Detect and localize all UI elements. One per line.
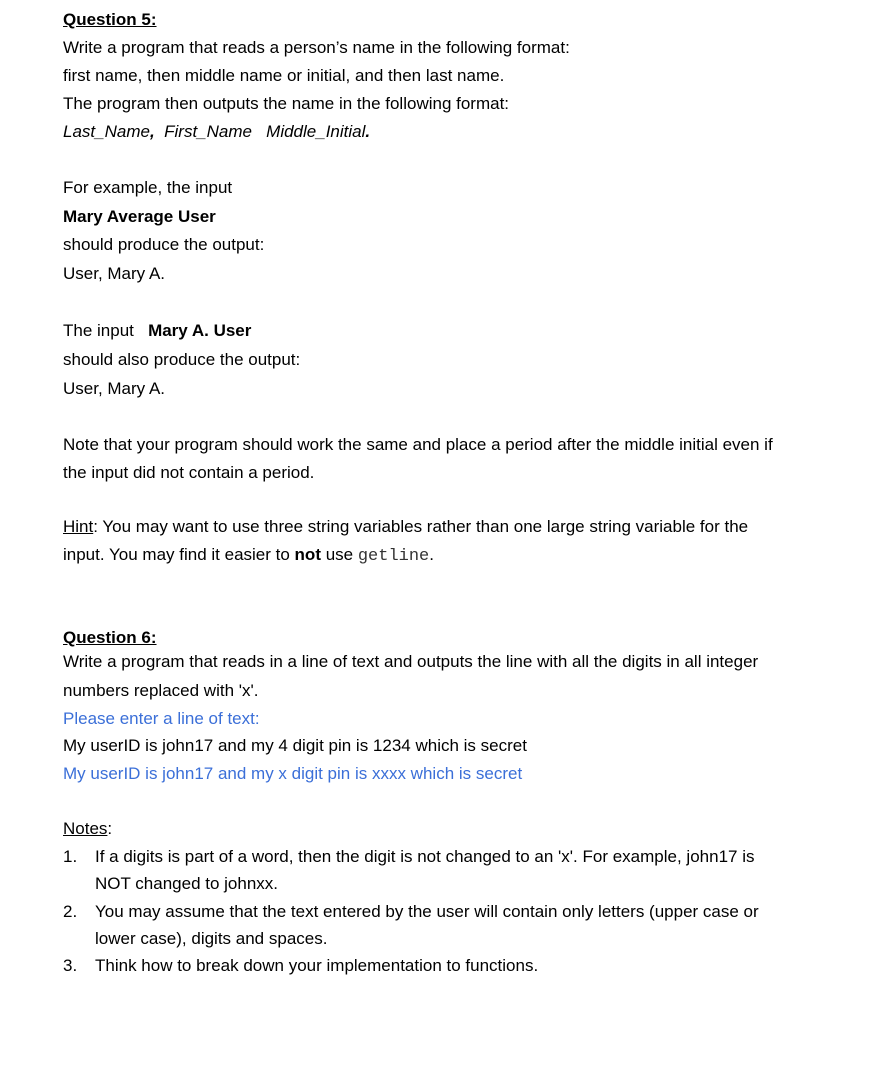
note-item-2-text: You may assume that the text entered by the user will contain only letters (upper case or — [95, 902, 759, 921]
should-produce-text: should produce the output: — [63, 235, 265, 254]
notes-label: Notes — [63, 819, 108, 838]
note-item-3 — [63, 955, 538, 977]
note-line-2: the input did not contain a period. — [63, 463, 315, 482]
format-first-name: First_Name — [164, 122, 252, 141]
example-output-1: User, Mary A. — [63, 264, 166, 283]
notes-heading — [63, 818, 112, 840]
sample-input: My userID is john17 and my 4 digit pin is 1234 which is secret — [63, 736, 527, 755]
output-format-line — [63, 121, 370, 143]
example-intro: For example, the input — [63, 178, 233, 197]
hint-line-1 — [63, 516, 748, 538]
sample-output: My userID is john17 and my x digit pin is xxxx which is secret — [63, 764, 523, 783]
should-also-text: should also produce the output: — [63, 350, 301, 369]
note-item-2 — [63, 901, 759, 923]
hint-code-getline: getline — [357, 547, 430, 566]
format-middle-initial: Middle_Initial — [266, 122, 366, 141]
prompt-text: Please enter a line of text: — [63, 709, 260, 728]
q5-line-1: Write a program that reads a person’s name in the following format: — [63, 38, 570, 57]
q6-line-1: Write a program that reads in a line of text and outputs the line with all the digits in all integer — [63, 652, 759, 671]
example-input: Mary Average User — [63, 207, 216, 226]
note-item-1-number: 1. — [63, 847, 78, 866]
note-item-1-cont: NOT changed to johnxx. — [95, 874, 279, 893]
note-item-3-number: 3. — [63, 956, 78, 975]
note-item-2-number: 2. — [63, 902, 78, 921]
question-5-heading: Question 5: — [63, 10, 157, 29]
note-item-1-text: If a digits is part of a word, then the digit is not changed to an 'x'. For example, john17 is — [95, 847, 755, 866]
notes-colon: : — [107, 819, 113, 838]
format-period: . — [365, 122, 371, 141]
second-input-value: Mary A. User — [148, 321, 252, 340]
q5-line-2: first name, then middle name or initial, and then last name. — [63, 66, 505, 85]
hint-line-1-text: : You may want to use three string variables rather than one large string variable for the — [93, 517, 749, 536]
hint-end: . — [429, 545, 434, 564]
note-line-1: Note that your program should work the same and place a period after the middle initial even if — [63, 435, 773, 454]
second-input-line — [63, 320, 251, 342]
note-item-1 — [63, 846, 754, 868]
q6-line-2: numbers replaced with 'x'. — [63, 681, 259, 700]
hint-use: use — [320, 545, 358, 564]
question-6-heading: Question 6: — [63, 628, 157, 647]
note-item-2-cont: lower case), digits and spaces. — [95, 929, 328, 948]
hint-line-2-pre: input. You may find it easier to — [63, 545, 295, 564]
hint-line-2 — [63, 544, 434, 568]
q5-line-3: The program then outputs the name in the following format: — [63, 94, 510, 113]
hint-not: not — [294, 545, 321, 564]
example-output-2: User, Mary A. — [63, 379, 166, 398]
note-item-3-text: Think how to break down your implementation to functions. — [95, 956, 539, 975]
second-input-prefix: The input — [63, 321, 134, 340]
format-last-name: Last_Name — [63, 122, 150, 141]
format-comma: , — [149, 122, 155, 141]
hint-label: Hint — [63, 517, 94, 536]
